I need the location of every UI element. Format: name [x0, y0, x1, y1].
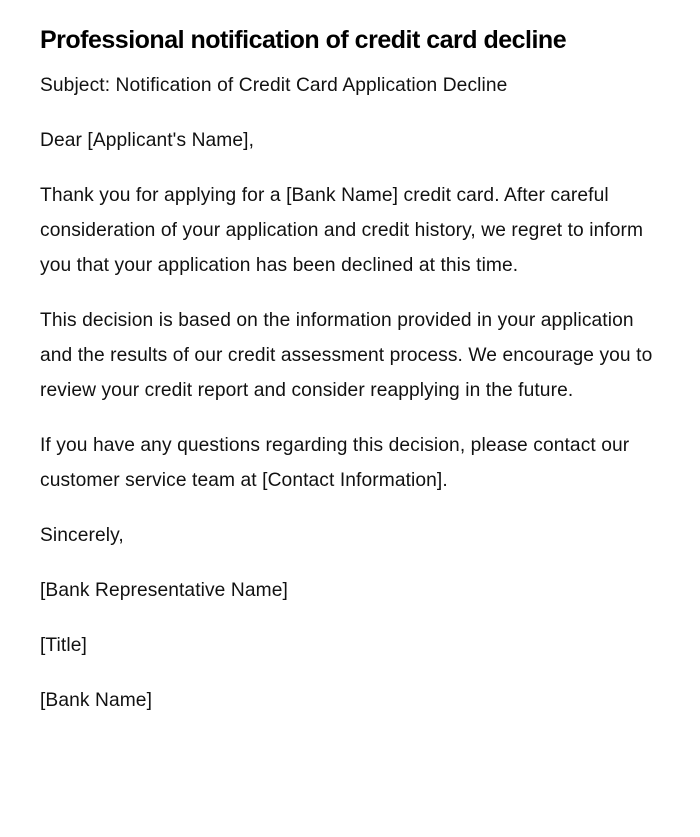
body-paragraph-3: If you have any questions regarding this decision, please contact our customer service team at [Contact Information]. — [40, 435, 630, 491]
subject-line: Subject: Notification of Credit Card Application Decline — [40, 75, 508, 96]
signature-name: [Bank Representative Name] — [40, 580, 288, 601]
signature-title: [Title] — [40, 635, 87, 656]
body-paragraph-1: Thank you for applying for a [Bank Name] credit card. After careful consideration of your application and credit history, we regret to inform you that your application has been declined at this time. — [40, 185, 644, 276]
closing: Sincerely, — [40, 525, 124, 546]
signature-bank: [Bank Name] — [40, 690, 153, 711]
body-paragraph-2: This decision is based on the information provided in your application and the results of our credit assessment process. We encourage you to review your credit report and consider reapplying in the future. — [40, 310, 653, 401]
page-title: Professional notification of credit card decline — [40, 26, 567, 54]
greeting: Dear [Applicant's Name], — [40, 130, 255, 151]
